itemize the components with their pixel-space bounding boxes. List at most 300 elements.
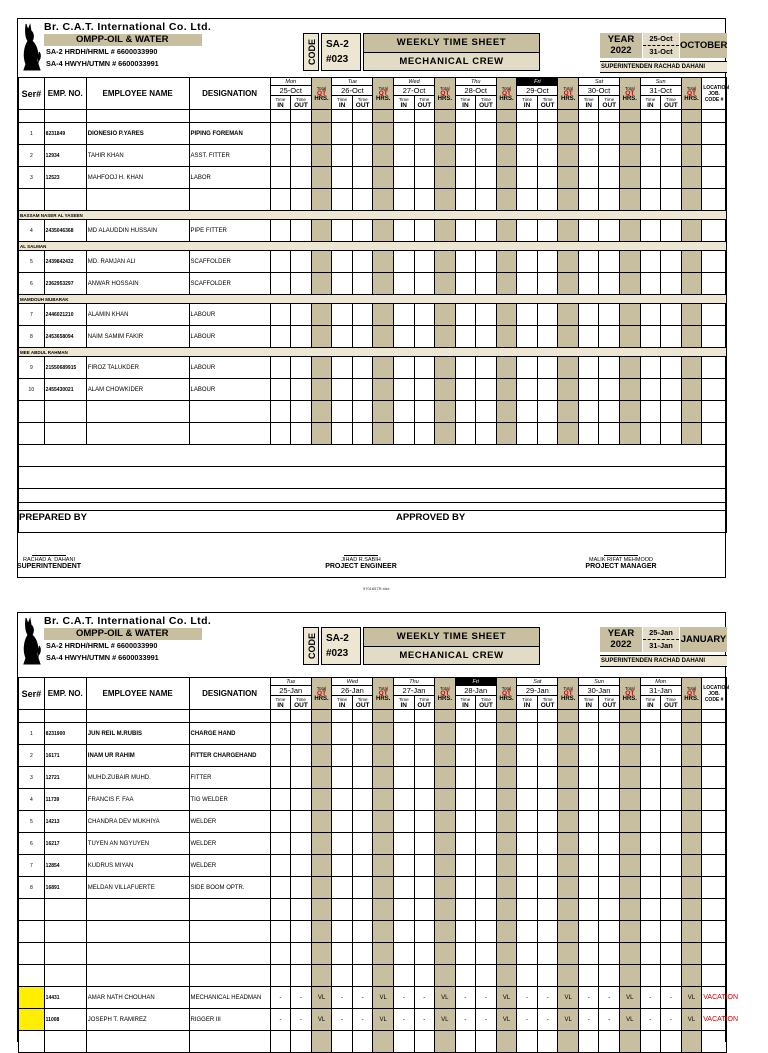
designation[interactable]: LABOUR bbox=[189, 379, 270, 401]
designation[interactable]: LABOUR bbox=[189, 326, 270, 348]
time-out-cell[interactable] bbox=[476, 855, 497, 877]
time-in-cell[interactable] bbox=[517, 304, 538, 326]
time-out-cell[interactable] bbox=[291, 767, 312, 789]
ot-hours-cell[interactable] bbox=[311, 899, 332, 921]
time-out-cell[interactable] bbox=[537, 423, 558, 445]
time-in-cell[interactable] bbox=[455, 767, 476, 789]
time-out-cell[interactable] bbox=[599, 123, 620, 145]
time-in-cell[interactable] bbox=[455, 167, 476, 189]
ot-hours-cell[interactable] bbox=[373, 811, 394, 833]
time-out-cell[interactable] bbox=[352, 943, 373, 965]
time-out-cell[interactable] bbox=[352, 220, 373, 242]
time-in-cell[interactable] bbox=[455, 110, 476, 123]
time-out-cell[interactable] bbox=[352, 273, 373, 295]
ot-hours-cell[interactable] bbox=[311, 1031, 332, 1053]
location-job-code[interactable] bbox=[702, 145, 727, 167]
time-out-cell[interactable] bbox=[599, 811, 620, 833]
ot-hours-cell[interactable]: VL bbox=[311, 1009, 332, 1031]
time-in-cell[interactable]: - bbox=[332, 1009, 353, 1031]
ot-hours-cell[interactable] bbox=[311, 877, 332, 899]
ot-hours-cell[interactable] bbox=[311, 745, 332, 767]
ot-hours-cell[interactable] bbox=[496, 899, 517, 921]
ot-hours-cell[interactable] bbox=[435, 965, 456, 987]
employee-number[interactable] bbox=[44, 921, 86, 943]
location-job-code[interactable] bbox=[702, 921, 727, 943]
ot-hours-cell[interactable] bbox=[435, 789, 456, 811]
time-out-cell[interactable] bbox=[599, 357, 620, 379]
time-in-cell[interactable] bbox=[517, 251, 538, 273]
ot-hours-cell[interactable] bbox=[496, 965, 517, 987]
time-out-cell[interactable] bbox=[291, 745, 312, 767]
time-in-cell[interactable] bbox=[517, 789, 538, 811]
ot-hours-cell[interactable] bbox=[620, 767, 641, 789]
time-in-cell[interactable]: - bbox=[517, 987, 538, 1009]
time-in-cell[interactable] bbox=[332, 1031, 353, 1053]
time-out-cell[interactable] bbox=[476, 811, 497, 833]
employee-name[interactable]: AMAR NATH CHOUHAN bbox=[86, 987, 189, 1009]
time-in-cell[interactable] bbox=[455, 326, 476, 348]
designation[interactable]: FITTER CHARGEHAND bbox=[189, 745, 270, 767]
location-job-code[interactable] bbox=[702, 251, 727, 273]
time-out-cell[interactable] bbox=[537, 877, 558, 899]
employee-number[interactable]: 12934 bbox=[44, 145, 86, 167]
time-out-cell[interactable] bbox=[537, 723, 558, 745]
time-in-cell[interactable] bbox=[517, 855, 538, 877]
time-out-cell[interactable] bbox=[599, 877, 620, 899]
ot-hours-cell[interactable]: VL bbox=[681, 1009, 702, 1031]
time-out-cell[interactable] bbox=[352, 899, 373, 921]
time-out-cell[interactable] bbox=[352, 745, 373, 767]
time-in-cell[interactable] bbox=[640, 877, 661, 899]
ot-hours-cell[interactable] bbox=[558, 304, 579, 326]
ot-hours-cell[interactable] bbox=[496, 145, 517, 167]
ot-hours-cell[interactable] bbox=[681, 357, 702, 379]
location-job-code[interactable] bbox=[702, 723, 727, 745]
ot-hours-cell[interactable] bbox=[558, 723, 579, 745]
time-out-cell[interactable] bbox=[352, 877, 373, 899]
ot-hours-cell[interactable] bbox=[558, 326, 579, 348]
time-in-cell[interactable] bbox=[332, 110, 353, 123]
ot-hours-cell[interactable] bbox=[558, 273, 579, 295]
ot-hours-cell[interactable]: VL bbox=[373, 987, 394, 1009]
employee-name[interactable]: FIROZ TALUKDER bbox=[86, 357, 189, 379]
time-in-cell[interactable] bbox=[270, 273, 291, 295]
time-in-cell[interactable] bbox=[455, 304, 476, 326]
time-out-cell[interactable] bbox=[291, 251, 312, 273]
designation[interactable] bbox=[189, 110, 270, 123]
employee-name[interactable]: MELDAN VILLAFUERTE bbox=[86, 877, 189, 899]
time-in-cell[interactable] bbox=[640, 965, 661, 987]
time-out-cell[interactable] bbox=[414, 723, 435, 745]
ot-hours-cell[interactable] bbox=[373, 304, 394, 326]
ot-hours-cell[interactable] bbox=[620, 401, 641, 423]
time-in-cell[interactable] bbox=[640, 855, 661, 877]
ot-hours-cell[interactable] bbox=[558, 423, 579, 445]
time-in-cell[interactable] bbox=[393, 877, 414, 899]
ot-hours-cell[interactable] bbox=[620, 379, 641, 401]
ot-hours-cell[interactable] bbox=[681, 789, 702, 811]
designation[interactable] bbox=[189, 921, 270, 943]
ot-hours-cell[interactable] bbox=[435, 767, 456, 789]
time-in-cell[interactable] bbox=[332, 401, 353, 423]
ot-hours-cell[interactable] bbox=[311, 811, 332, 833]
time-out-cell[interactable]: - bbox=[476, 1009, 497, 1031]
ot-hours-cell[interactable] bbox=[558, 379, 579, 401]
time-out-cell[interactable] bbox=[476, 943, 497, 965]
time-in-cell[interactable] bbox=[517, 943, 538, 965]
time-out-cell[interactable] bbox=[661, 943, 682, 965]
time-out-cell[interactable] bbox=[291, 326, 312, 348]
employee-number[interactable]: 14213 bbox=[44, 811, 86, 833]
employee-number[interactable]: 16171 bbox=[44, 745, 86, 767]
time-in-cell[interactable] bbox=[578, 855, 599, 877]
time-out-cell[interactable] bbox=[537, 767, 558, 789]
location-job-code[interactable] bbox=[702, 855, 727, 877]
time-in-cell[interactable] bbox=[578, 123, 599, 145]
location-job-code[interactable] bbox=[702, 110, 727, 123]
ot-hours-cell[interactable]: VL bbox=[373, 1009, 394, 1031]
ot-hours-cell[interactable] bbox=[558, 401, 579, 423]
time-out-cell[interactable] bbox=[476, 167, 497, 189]
time-in-cell[interactable] bbox=[270, 1031, 291, 1053]
time-out-cell[interactable] bbox=[414, 123, 435, 145]
location-job-code[interactable] bbox=[702, 423, 727, 445]
time-out-cell[interactable] bbox=[537, 189, 558, 211]
ot-hours-cell[interactable] bbox=[681, 877, 702, 899]
location-job-code[interactable] bbox=[702, 220, 727, 242]
ot-hours-cell[interactable] bbox=[620, 811, 641, 833]
ot-hours-cell[interactable] bbox=[681, 304, 702, 326]
time-out-cell[interactable] bbox=[291, 723, 312, 745]
time-in-cell[interactable] bbox=[640, 145, 661, 167]
designation[interactable]: LABOUR bbox=[189, 304, 270, 326]
time-out-cell[interactable] bbox=[537, 167, 558, 189]
time-out-cell[interactable] bbox=[476, 877, 497, 899]
time-in-cell[interactable] bbox=[517, 899, 538, 921]
time-out-cell[interactable]: - bbox=[661, 1009, 682, 1031]
ot-hours-cell[interactable] bbox=[620, 745, 641, 767]
employee-number[interactable]: 12721 bbox=[44, 767, 86, 789]
time-out-cell[interactable] bbox=[352, 833, 373, 855]
time-in-cell[interactable] bbox=[517, 145, 538, 167]
time-in-cell[interactable] bbox=[578, 767, 599, 789]
ot-hours-cell[interactable] bbox=[681, 379, 702, 401]
time-out-cell[interactable] bbox=[661, 899, 682, 921]
time-in-cell[interactable] bbox=[640, 326, 661, 348]
ot-hours-cell[interactable] bbox=[496, 379, 517, 401]
time-out-cell[interactable] bbox=[599, 1031, 620, 1053]
employee-name[interactable] bbox=[86, 401, 189, 423]
time-out-cell[interactable] bbox=[291, 273, 312, 295]
time-in-cell[interactable]: - bbox=[270, 987, 291, 1009]
ot-hours-cell[interactable] bbox=[373, 899, 394, 921]
ot-hours-cell[interactable] bbox=[681, 401, 702, 423]
time-in-cell[interactable] bbox=[393, 855, 414, 877]
time-out-cell[interactable] bbox=[661, 921, 682, 943]
ot-hours-cell[interactable] bbox=[496, 833, 517, 855]
time-in-cell[interactable] bbox=[332, 811, 353, 833]
time-out-cell[interactable] bbox=[599, 189, 620, 211]
time-out-cell[interactable] bbox=[414, 855, 435, 877]
time-in-cell[interactable] bbox=[640, 710, 661, 723]
location-job-code[interactable] bbox=[702, 167, 727, 189]
ot-hours-cell[interactable] bbox=[681, 273, 702, 295]
time-in-cell[interactable] bbox=[393, 723, 414, 745]
ot-hours-cell[interactable] bbox=[558, 167, 579, 189]
ot-hours-cell[interactable] bbox=[435, 273, 456, 295]
time-in-cell[interactable] bbox=[393, 110, 414, 123]
time-out-cell[interactable] bbox=[661, 304, 682, 326]
time-out-cell[interactable] bbox=[352, 145, 373, 167]
ot-hours-cell[interactable] bbox=[373, 110, 394, 123]
time-out-cell[interactable] bbox=[352, 789, 373, 811]
ot-hours-cell[interactable] bbox=[496, 273, 517, 295]
time-out-cell[interactable] bbox=[352, 167, 373, 189]
time-in-cell[interactable] bbox=[578, 423, 599, 445]
time-in-cell[interactable] bbox=[270, 110, 291, 123]
employee-name[interactable] bbox=[86, 899, 189, 921]
location-job-code[interactable] bbox=[702, 123, 727, 145]
employee-number[interactable]: 8231900 bbox=[44, 723, 86, 745]
ot-hours-cell[interactable] bbox=[311, 110, 332, 123]
time-out-cell[interactable] bbox=[291, 965, 312, 987]
ot-hours-cell[interactable]: VL bbox=[435, 987, 456, 1009]
ot-hours-cell[interactable] bbox=[558, 833, 579, 855]
time-in-cell[interactable] bbox=[332, 423, 353, 445]
designation[interactable] bbox=[189, 710, 270, 723]
ot-hours-cell[interactable] bbox=[558, 1031, 579, 1053]
time-in-cell[interactable] bbox=[393, 921, 414, 943]
employee-number[interactable]: 14431 bbox=[44, 987, 86, 1009]
time-out-cell[interactable] bbox=[476, 273, 497, 295]
employee-name[interactable]: ANWAR HOSSAIN bbox=[86, 273, 189, 295]
location-job-code[interactable] bbox=[702, 833, 727, 855]
time-out-cell[interactable]: - bbox=[291, 987, 312, 1009]
time-in-cell[interactable]: - bbox=[270, 1009, 291, 1031]
time-in-cell[interactable] bbox=[578, 220, 599, 242]
time-out-cell[interactable] bbox=[414, 877, 435, 899]
ot-hours-cell[interactable] bbox=[558, 251, 579, 273]
time-out-cell[interactable] bbox=[661, 811, 682, 833]
time-in-cell[interactable] bbox=[332, 789, 353, 811]
designation[interactable]: LABOR bbox=[189, 167, 270, 189]
employee-name[interactable]: MD. RAMJAN ALI bbox=[86, 251, 189, 273]
time-out-cell[interactable] bbox=[291, 789, 312, 811]
ot-hours-cell[interactable] bbox=[681, 723, 702, 745]
ot-hours-cell[interactable] bbox=[620, 833, 641, 855]
ot-hours-cell[interactable] bbox=[435, 423, 456, 445]
time-out-cell[interactable] bbox=[291, 220, 312, 242]
time-out-cell[interactable] bbox=[476, 899, 497, 921]
ot-hours-cell[interactable] bbox=[496, 401, 517, 423]
designation[interactable] bbox=[189, 189, 270, 211]
time-in-cell[interactable] bbox=[455, 357, 476, 379]
time-out-cell[interactable]: - bbox=[476, 987, 497, 1009]
time-in-cell[interactable]: - bbox=[517, 1009, 538, 1031]
time-out-cell[interactable] bbox=[291, 357, 312, 379]
ot-hours-cell[interactable] bbox=[620, 123, 641, 145]
time-out-cell[interactable] bbox=[352, 811, 373, 833]
time-in-cell[interactable] bbox=[578, 789, 599, 811]
time-out-cell[interactable] bbox=[537, 304, 558, 326]
location-job-code[interactable] bbox=[702, 767, 727, 789]
time-out-cell[interactable] bbox=[661, 855, 682, 877]
employee-name[interactable]: INAM UR RAHIM bbox=[86, 745, 189, 767]
time-out-cell[interactable] bbox=[414, 745, 435, 767]
time-out-cell[interactable] bbox=[476, 326, 497, 348]
time-in-cell[interactable] bbox=[578, 811, 599, 833]
ot-hours-cell[interactable] bbox=[373, 1031, 394, 1053]
time-out-cell[interactable] bbox=[599, 710, 620, 723]
time-out-cell[interactable] bbox=[599, 110, 620, 123]
time-in-cell[interactable] bbox=[455, 899, 476, 921]
time-in-cell[interactable] bbox=[517, 965, 538, 987]
ot-hours-cell[interactable] bbox=[558, 745, 579, 767]
ot-hours-cell[interactable] bbox=[496, 767, 517, 789]
ot-hours-cell[interactable] bbox=[311, 273, 332, 295]
time-in-cell[interactable] bbox=[517, 326, 538, 348]
employee-name[interactable]: NAIM SAMIM FAKIR bbox=[86, 326, 189, 348]
time-out-cell[interactable] bbox=[352, 251, 373, 273]
ot-hours-cell[interactable] bbox=[496, 110, 517, 123]
time-out-cell[interactable] bbox=[352, 401, 373, 423]
ot-hours-cell[interactable] bbox=[620, 423, 641, 445]
time-in-cell[interactable] bbox=[578, 965, 599, 987]
time-in-cell[interactable] bbox=[393, 943, 414, 965]
ot-hours-cell[interactable] bbox=[681, 1031, 702, 1053]
ot-hours-cell[interactable] bbox=[681, 710, 702, 723]
time-in-cell[interactable] bbox=[332, 304, 353, 326]
time-in-cell[interactable] bbox=[578, 110, 599, 123]
time-out-cell[interactable] bbox=[537, 965, 558, 987]
time-in-cell[interactable]: - bbox=[640, 987, 661, 1009]
time-in-cell[interactable] bbox=[270, 767, 291, 789]
time-out-cell[interactable] bbox=[414, 811, 435, 833]
ot-hours-cell[interactable] bbox=[681, 220, 702, 242]
employee-name[interactable] bbox=[86, 965, 189, 987]
time-out-cell[interactable] bbox=[414, 110, 435, 123]
employee-number[interactable] bbox=[44, 710, 86, 723]
time-out-cell[interactable] bbox=[352, 123, 373, 145]
time-out-cell[interactable] bbox=[661, 251, 682, 273]
employee-name[interactable] bbox=[86, 423, 189, 445]
ot-hours-cell[interactable] bbox=[620, 110, 641, 123]
ot-hours-cell[interactable] bbox=[311, 326, 332, 348]
ot-hours-cell[interactable] bbox=[496, 251, 517, 273]
ot-hours-cell[interactable]: VL bbox=[435, 1009, 456, 1031]
employee-number[interactable]: 11739 bbox=[44, 789, 86, 811]
time-in-cell[interactable] bbox=[578, 189, 599, 211]
employee-name[interactable]: MUHD.ZUBAIR MUHD. bbox=[86, 767, 189, 789]
ot-hours-cell[interactable] bbox=[681, 811, 702, 833]
ot-hours-cell[interactable] bbox=[681, 110, 702, 123]
time-out-cell[interactable] bbox=[291, 189, 312, 211]
time-out-cell[interactable] bbox=[414, 251, 435, 273]
time-out-cell[interactable] bbox=[476, 789, 497, 811]
time-in-cell[interactable] bbox=[270, 965, 291, 987]
employee-number[interactable]: 11008 bbox=[44, 1009, 86, 1031]
time-in-cell[interactable] bbox=[517, 423, 538, 445]
time-in-cell[interactable] bbox=[455, 273, 476, 295]
time-out-cell[interactable] bbox=[537, 855, 558, 877]
time-out-cell[interactable] bbox=[476, 833, 497, 855]
ot-hours-cell[interactable] bbox=[558, 855, 579, 877]
employee-number[interactable] bbox=[44, 110, 86, 123]
ot-hours-cell[interactable] bbox=[435, 167, 456, 189]
ot-hours-cell[interactable] bbox=[311, 167, 332, 189]
time-out-cell[interactable] bbox=[476, 921, 497, 943]
time-in-cell[interactable] bbox=[393, 789, 414, 811]
time-in-cell[interactable] bbox=[640, 189, 661, 211]
time-out-cell[interactable] bbox=[661, 423, 682, 445]
time-out-cell[interactable] bbox=[352, 767, 373, 789]
time-in-cell[interactable] bbox=[455, 855, 476, 877]
time-in-cell[interactable] bbox=[455, 965, 476, 987]
ot-hours-cell[interactable] bbox=[311, 379, 332, 401]
ot-hours-cell[interactable] bbox=[373, 423, 394, 445]
designation[interactable] bbox=[189, 943, 270, 965]
time-out-cell[interactable] bbox=[661, 379, 682, 401]
time-in-cell[interactable] bbox=[270, 789, 291, 811]
time-in-cell[interactable] bbox=[578, 357, 599, 379]
time-out-cell[interactable] bbox=[661, 1031, 682, 1053]
ot-hours-cell[interactable] bbox=[558, 789, 579, 811]
designation[interactable]: WELDER bbox=[189, 855, 270, 877]
time-out-cell[interactable] bbox=[661, 189, 682, 211]
ot-hours-cell[interactable] bbox=[496, 167, 517, 189]
time-out-cell[interactable] bbox=[661, 326, 682, 348]
ot-hours-cell[interactable] bbox=[311, 145, 332, 167]
ot-hours-cell[interactable] bbox=[620, 304, 641, 326]
employee-number[interactable]: 2446021210 bbox=[44, 304, 86, 326]
time-out-cell[interactable] bbox=[414, 921, 435, 943]
time-out-cell[interactable] bbox=[476, 1031, 497, 1053]
time-out-cell[interactable] bbox=[661, 123, 682, 145]
ot-hours-cell[interactable] bbox=[435, 251, 456, 273]
ot-hours-cell[interactable]: VL bbox=[620, 987, 641, 1009]
time-out-cell[interactable] bbox=[291, 811, 312, 833]
time-out-cell[interactable] bbox=[291, 304, 312, 326]
location-job-code[interactable] bbox=[702, 1031, 727, 1053]
ot-hours-cell[interactable] bbox=[435, 189, 456, 211]
ot-hours-cell[interactable] bbox=[496, 326, 517, 348]
time-in-cell[interactable] bbox=[517, 357, 538, 379]
ot-hours-cell[interactable] bbox=[558, 189, 579, 211]
time-in-cell[interactable] bbox=[393, 833, 414, 855]
time-in-cell[interactable] bbox=[578, 943, 599, 965]
time-out-cell[interactable] bbox=[352, 423, 373, 445]
time-in-cell[interactable] bbox=[393, 811, 414, 833]
designation[interactable]: SCAFFOLDER bbox=[189, 251, 270, 273]
time-in-cell[interactable] bbox=[455, 943, 476, 965]
time-out-cell[interactable] bbox=[599, 167, 620, 189]
time-in-cell[interactable] bbox=[517, 110, 538, 123]
time-out-cell[interactable] bbox=[476, 767, 497, 789]
time-in-cell[interactable] bbox=[332, 943, 353, 965]
time-in-cell[interactable] bbox=[270, 189, 291, 211]
time-out-cell[interactable] bbox=[599, 745, 620, 767]
time-out-cell[interactable] bbox=[291, 110, 312, 123]
time-out-cell[interactable] bbox=[599, 326, 620, 348]
time-in-cell[interactable] bbox=[455, 811, 476, 833]
time-out-cell[interactable] bbox=[476, 423, 497, 445]
time-in-cell[interactable] bbox=[517, 833, 538, 855]
ot-hours-cell[interactable] bbox=[373, 357, 394, 379]
ot-hours-cell[interactable] bbox=[681, 833, 702, 855]
time-out-cell[interactable] bbox=[291, 145, 312, 167]
ot-hours-cell[interactable] bbox=[496, 710, 517, 723]
time-out-cell[interactable] bbox=[352, 1031, 373, 1053]
